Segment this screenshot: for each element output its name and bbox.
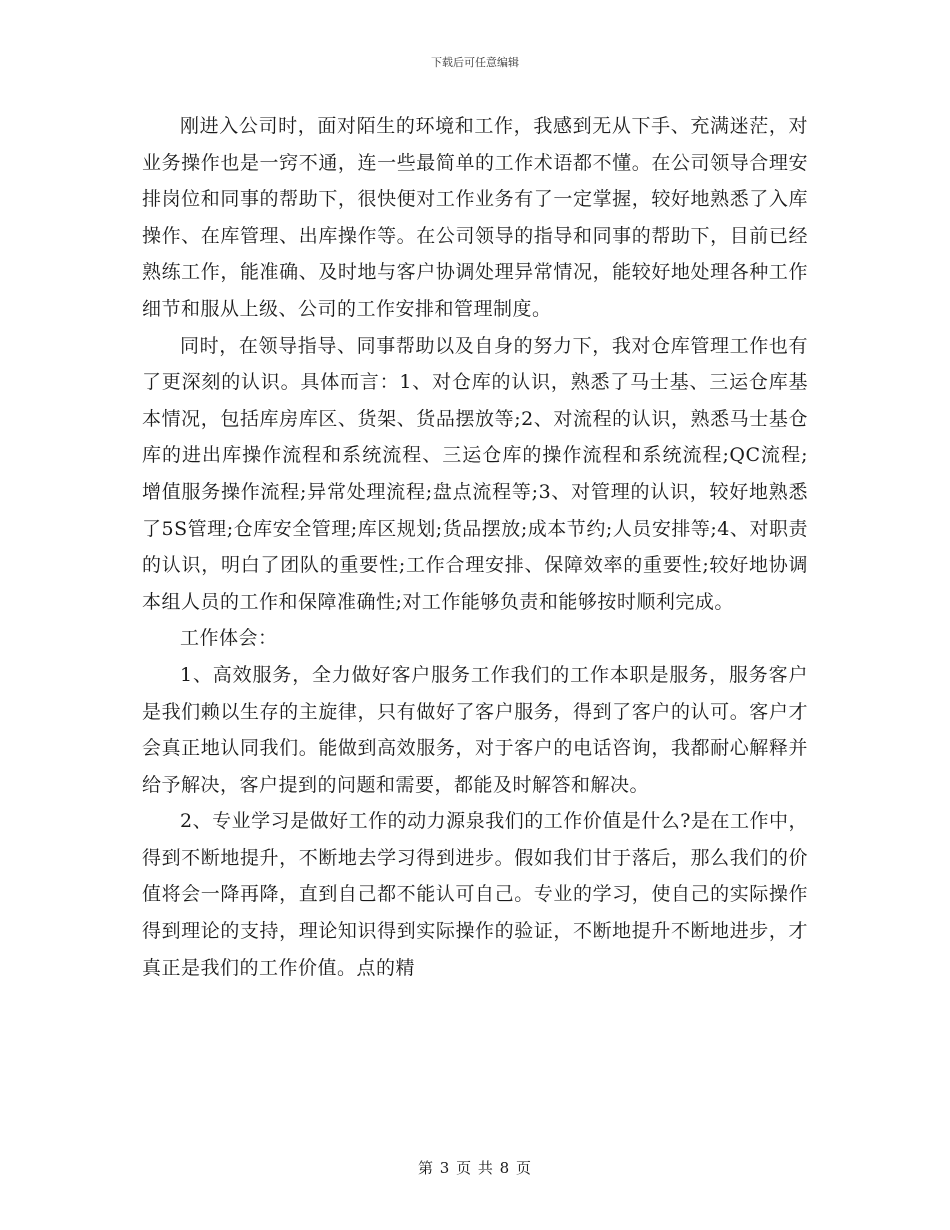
paragraph-professional-learning: 2、专业学习是做好工作的动力源泉我们的工作价值是什么?是在工作中，得到不断地提升，不断地去学习得到进步。假如我们甘于落后，那么我们的价值将会一降再降，直到自己都不能认可自己。专业的学习，使自己的实际操作得到理论的支持，理论知识得到实际操作的验证，不断地提升不断地进步，才真正是我们的工作价值。点的精 [142, 810, 808, 979]
document-body [142, 108, 808, 986]
paragraph-intro: 刚进入公司时，面对陌生的环境和工作，我感到无从下手、充满迷茫，对业务操作也是一窍不通，连一些最简单的工作术语都不懂。在公司领导合理安排岗位和同事的帮助下，很快便对工作业务有了一定掌握，较好地熟悉了入库操作、在库管理、出库操作等。在公司领导的指导和同事的帮助下，目前已经熟练工作，能准确、及时地与客户协调处理异常情况，能较好地处理各种工作细节和服从上级、公司的工作安排和管理制度。 [142, 115, 808, 320]
page-header-note: 下载后可任意编辑 [431, 56, 519, 69]
paragraph-efficient-service: 1、高效服务，全力做好客户服务工作我们的工作本职是服务，服务客户是我们赖以生存的主旋律，只有做好了客户服务，得到了客户的认可。客户才会真正地认同我们。能做到高效服务，对于客户的电话咨询，我都耐心解释并给予解决，客户提到的问题和需要，都能及时解答和解决。 [142, 663, 808, 796]
paragraph-work-experience-heading: 工作体会： [180, 627, 278, 650]
page-number: 第 3 页 共 8 页 [418, 1159, 532, 1177]
paragraph-warehouse-understanding: 同时，在领导指导、同事帮助以及自身的努力下，我对仓库管理工作也有了更深刻的认识。具体而言：1、对仓库的认识，熟悉了马士基、三运仓库基本情况，包括库房库区、货架、货品摆放等;2、对流程的认识，熟悉马士基仓库的进出库操作流程和系统流程、三运仓库的操作流程和系统流程;QC流程;增值服务操作流程;异常处理流程;盘点流程等;3、对管理的认识，较好地熟悉了5S管理;仓库安全管理;库区规划;货品摆放;成本节约;人员安排等;4、对职责的认识，明白了团队的重要性;工作合理安排、保障效率的重要性;较好地协调本组人员的工作和保障准确性;对工作能够负责和能够按时顺利完成。 [142, 334, 808, 613]
